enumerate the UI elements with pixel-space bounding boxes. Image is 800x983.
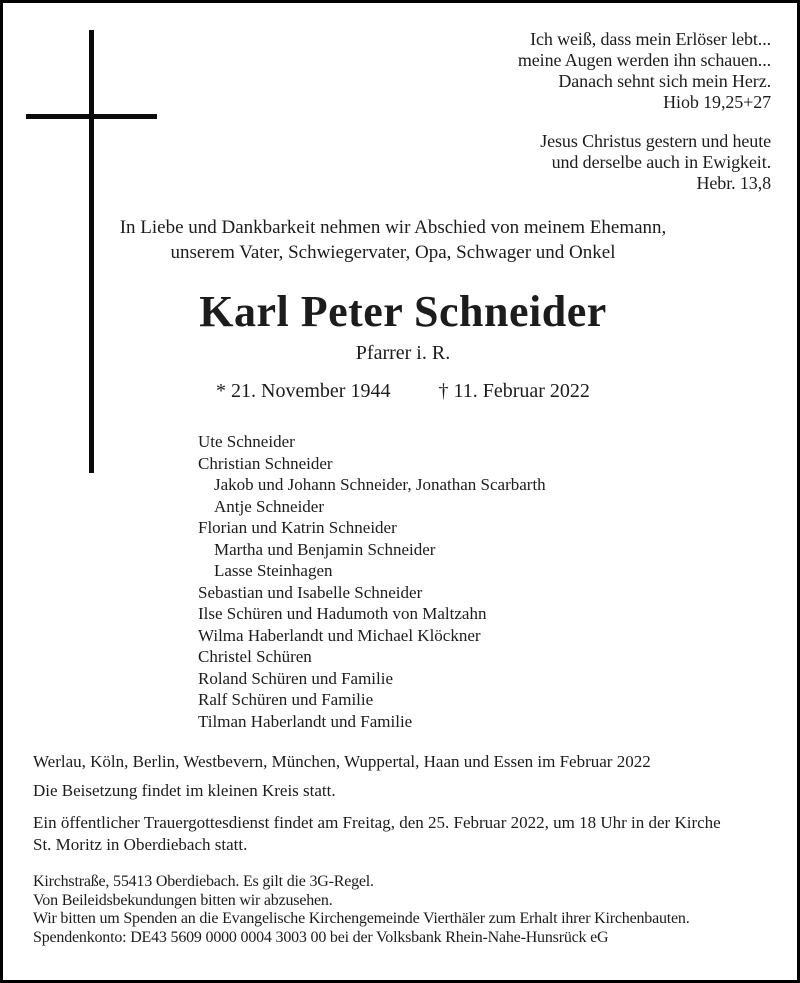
mourners-list bbox=[198, 431, 546, 732]
mourner-line: Tilman Haberlandt und Familie bbox=[198, 711, 413, 731]
intro-line: In Liebe und Dankbarkeit nehmen wir Abschied von meinem Ehemann, bbox=[119, 217, 667, 238]
info-line: Kirchstraße, 55413 Oberdiebach. Es gilt die 3G-Regel. bbox=[33, 873, 374, 890]
burial-note: Die Beisetzung findet im kleinen Kreis statt. bbox=[33, 781, 336, 800]
places-date-line: Werlau, Köln, Berlin, Westbevern, München, Wuppertal, Haan und Essen im Februar 2022 bbox=[33, 752, 651, 771]
info-line: Wir bitten um Spenden an die Evangelische Kirchengemeinde Vierthäler zum Erhalt ihrer Kirchenbauten. bbox=[33, 910, 690, 927]
intro-line: unserem Vater, Schwiegervater, Opa, Schwager und Onkel bbox=[170, 242, 616, 263]
mourning-cross-icon bbox=[26, 114, 157, 119]
scripture-quotes bbox=[518, 29, 771, 194]
scripture-line: Ich weiß, dass mein Erlöser lebt... bbox=[530, 29, 771, 49]
closing-block bbox=[33, 751, 778, 947]
mourner-line: Sebastian und Isabelle Schneider bbox=[198, 582, 423, 602]
mourner-line: Lasse Steinhagen bbox=[214, 561, 333, 580]
scripture-line: Jesus Christus gestern und heute bbox=[540, 131, 771, 151]
mourner-line: Florian und Katrin Schneider bbox=[198, 518, 397, 537]
mourner-line: Ilse Schüren und Hadumoth von Maltzahn bbox=[198, 604, 487, 623]
mourner-line: Christel Schüren bbox=[198, 647, 312, 666]
info-line: Spendenkonto: DE43 5609 0000 0004 3003 00 bei der Volksbank Rhein-Nahe-Hunsrück eG bbox=[33, 928, 609, 946]
scripture-source: Hiob 19,25+27 bbox=[663, 92, 771, 112]
memorial-service-note bbox=[33, 812, 778, 856]
farewell-intro bbox=[3, 215, 783, 265]
mourner-line: Antje Schneider bbox=[214, 496, 324, 516]
mourner-line: Roland Schüren und Familie bbox=[198, 668, 394, 688]
scripture-source: Hebr. 13,8 bbox=[696, 173, 771, 193]
life-dates bbox=[3, 380, 800, 403]
service-line: Ein öffentlicher Trauergottesdienst findet am Freitag, den 25. Februar 2022, um 18 Uhr in der Kirche bbox=[33, 813, 721, 832]
info-line: Von Beileidsbekundungen bitten wir abzusehen. bbox=[33, 891, 333, 909]
mourner-line: Ute Schneider bbox=[198, 432, 295, 451]
mourner-line: Jakob und Johann Schneider, Jonathan Scarbarth bbox=[214, 475, 546, 494]
scripture-verse-hebraeer bbox=[518, 131, 771, 194]
scripture-line: und derselbe auch in Ewigkeit. bbox=[551, 152, 771, 172]
additional-info bbox=[33, 873, 778, 947]
death-date: † 11. Februar 2022 bbox=[438, 380, 590, 402]
mourner-line: Christian Schneider bbox=[198, 453, 333, 473]
birth-date: * 21. November 1944 bbox=[216, 380, 391, 402]
service-line: St. Moritz in Oberdiebach statt. bbox=[33, 835, 248, 854]
mourner-line: Martha und Benjamin Schneider bbox=[214, 539, 436, 559]
deceased-name: Karl Peter Schneider bbox=[199, 287, 607, 336]
mourner-line: Ralf Schüren und Familie bbox=[198, 690, 374, 709]
scripture-line: Danach sehnt sich mein Herz. bbox=[558, 71, 771, 91]
scripture-line: meine Augen werden ihn schauen... bbox=[517, 50, 771, 70]
deceased-title: Pfarrer i. R. bbox=[355, 342, 451, 364]
mourner-line: Wilma Haberlandt und Michael Klöckner bbox=[198, 625, 481, 645]
scripture-verse-hiob bbox=[518, 29, 771, 113]
